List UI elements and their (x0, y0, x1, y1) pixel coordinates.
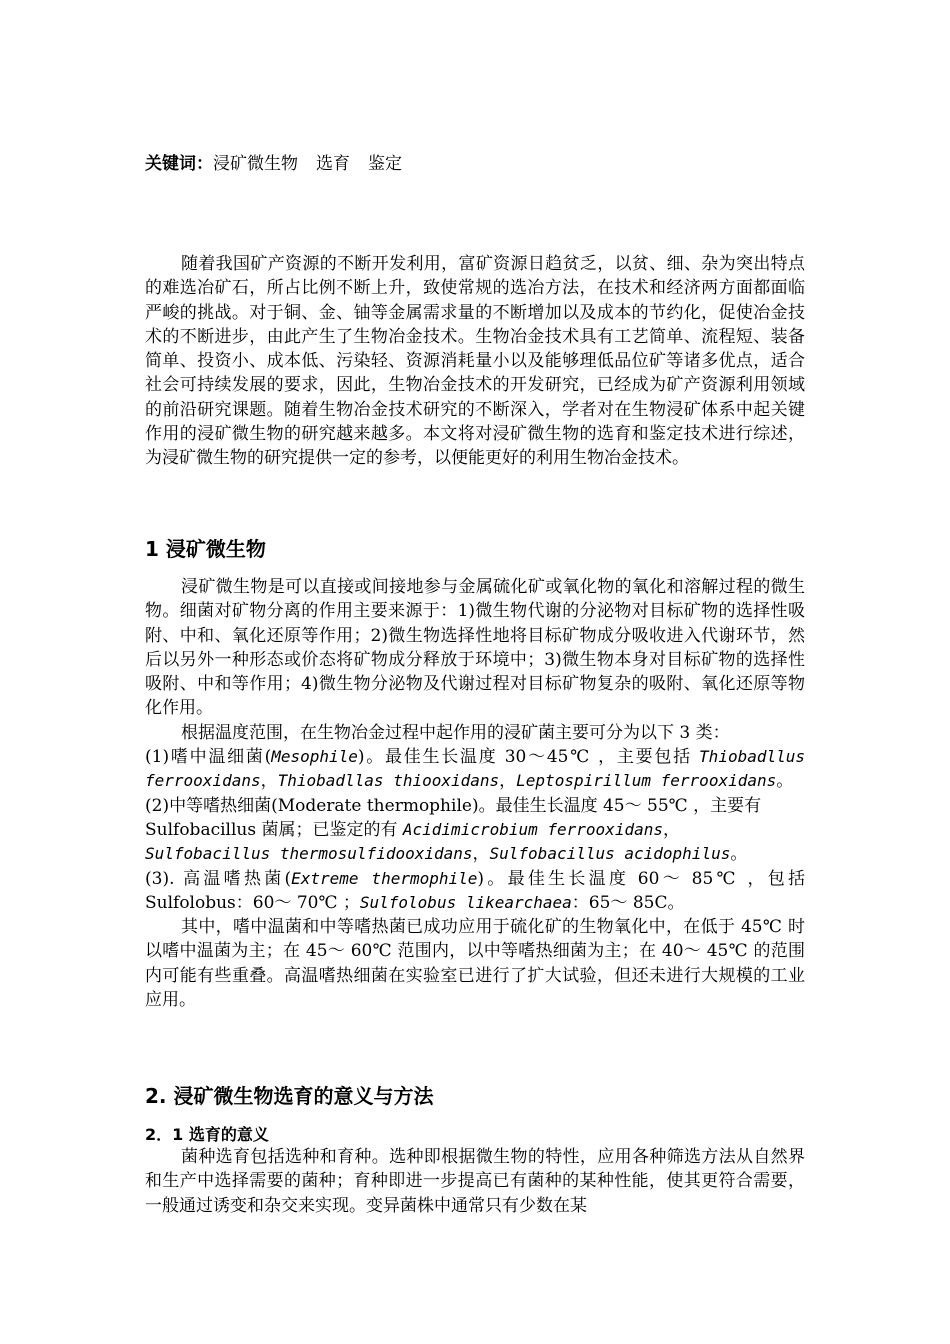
keyword-item: 选育 (316, 154, 350, 174)
section-1-body (145, 575, 805, 1012)
species-name: Sulfobacillus acidophilus (489, 844, 731, 864)
section-2-1-paragraph: 菌种选育包括选种和育种。选种即根据微生物的特性，应用各种筛选方法从自然界和生产中选择需要的菌种；育种即进一步提高已有菌种的某种性能，使其更符合需要，一般通过诱变和杂交来实现。变异菌株中通常只有少数在某 (145, 1147, 805, 1216)
species-name: Sulfobacillus thermosulfidooxidans (145, 844, 473, 864)
keywords-label: 关键词： (145, 154, 213, 174)
species-name: Leptospirillum ferrooxidans (516, 771, 777, 791)
species-name: Thiobadllas thiooxidans (277, 771, 500, 791)
section-1-paragraph-2: 根据温度范围，在生物冶金过程中起作用的浸矿菌主要可分为以下 3 类： (181, 722, 730, 743)
section-2-1-body (145, 1145, 805, 1218)
section-1-paragraph-3: 其中，嗜中温菌和中等嗜热菌已成功应用于硫化矿的生物氧化中，在低于 45℃ 时以嗜中温菌为主；在 45～ 60℃ 范围内，以中等嗜热细菌为主；在 40～ 45℃ 的范围内可能有些重叠。高温嗜热细菌在实验室已进行了扩大试验，但还未进行大规模的工业应用。 (145, 917, 805, 1011)
keyword-item: 浸矿微生物 (213, 154, 298, 174)
keywords-line (145, 152, 805, 176)
section-1-heading: 1 浸矿微生物 (145, 537, 266, 561)
species-name: Sulfolobus likearchaea (359, 892, 572, 912)
section-1-paragraph-1: 浸矿微生物是可以直接或间接地参与金属硫化矿或氧化物的氧化和溶解过程的微生物。细菌对矿物分离的作用主要来源于：1)微生物代谢的分泌物对目标矿物的选择性吸附、中和、氧化还原等作用；2)微生物选择性地将目标矿物成分吸收进入代谢环节，然后以另外一种形态或价态将矿物成分释放于环境中；3)微生物本身对目标矿物的选择性吸附、中和等作用；4)微生物分泌物及代谢过程对目标矿物复杂的吸附、氧化还原等物化作用。 (145, 577, 805, 719)
latin-name: Extreme thermophile (291, 868, 478, 888)
intro-block (145, 252, 805, 471)
species-name: Acidimicrobium ferrooxidans (402, 819, 663, 839)
intro-paragraph: 随着我国矿产资源的不断开发利用，富矿资源日趋贫乏，以贫、细、杂为突出特点的难选冶矿石，所占比例不断上升，致使常规的选冶方法，在技术和经济两方面都面临严峻的挑战。对于铜、金、铀等金属需求量的不断增加以及成本的节约化，促使冶金技术的不断进步，由此产生了生物冶金技术。生物冶金技术具有工艺简单、流程短、装备简单、投资小、成本低、污染轻、资源消耗量小以及能够理低品位矿等诸多优点，适合社会可持续发展的要求，因此，生物冶金技术的开发研究，已经成为矿产资源利用领域的前沿研究课题。随着生物冶金技术研究的不断深入，学者对在生物浸矿体系中起关键作用的浸矿微生物的研究越来越多。本文将对浸矿微生物的选育和鉴定技术进行综述，为浸矿微生物的研究提供一定的参考，以便能更好的利用生物冶金技术。 (145, 254, 805, 469)
species-name: Thiobadllus ferrooxidans (145, 747, 806, 791)
class-2-entry: (2)中等嗜热细菌(Moderate thermophile)。最佳生长温度 45～ 55℃ ，主要有 Sulfobacillus 菌属；已鉴定的有 Acidimicrobium ferrooxidans，Sulfobacillus thermosulfidooxidans，Sulfobacillus acidophilus。 (145, 795, 762, 865)
latin-name: Mesophile (271, 747, 358, 767)
class-1-entry: (1)嗜中温细菌(Mesophile)。最佳生长温度 30～45℃ ，主要包括 Thiobadllus ferrooxidans，Thiobadllas thiooxidans，Leptospirillum ferrooxidans。 (145, 747, 806, 792)
section-2-1-heading: 2．1 选育的意义 (145, 1125, 269, 1144)
class-3-entry: (3). 高温嗜热菌(Extreme thermophile)。最佳生长温度 60～ 85℃ ，包括 Sulfolobus：60～ 70℃ ；Sulfolobus likearchaea：65～ 85C。 (145, 868, 806, 913)
keyword-item: 鉴定 (368, 154, 402, 174)
section-2-heading: 2. 浸矿微生物选育的意义与方法 (145, 1084, 434, 1108)
